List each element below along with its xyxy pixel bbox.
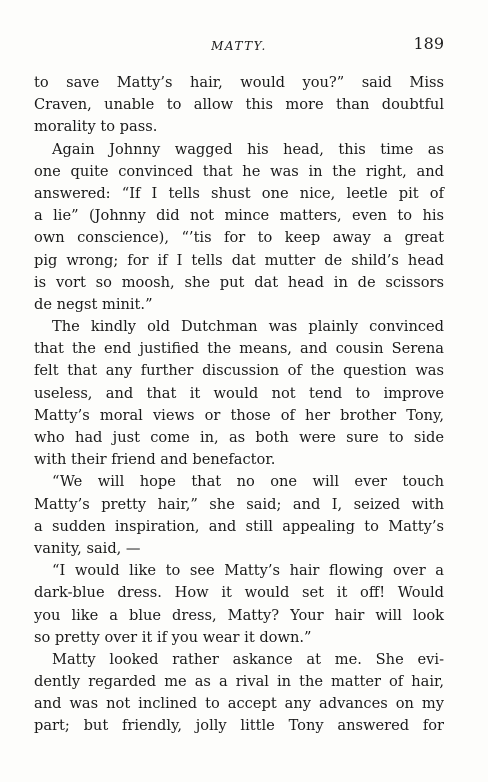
running-head xyxy=(34,34,444,56)
text-line: one quite convinced that he was in the right, and xyxy=(34,162,444,180)
text-line: “I would like to see Matty’s hair flowing over a xyxy=(52,562,444,580)
text-line: own conscience), “’tis for to keep away a great xyxy=(34,229,444,247)
text-line: de negst minit.” xyxy=(34,295,153,313)
text-line: Again Johnny wagged his head, this time as xyxy=(52,140,444,158)
text-line: Craven, unable to allow this more than doubtful xyxy=(34,96,444,114)
text-line: to save Matty’s hair, would you?” said Miss xyxy=(34,74,444,91)
text-line: Matty looked rather askance at me. She evi- xyxy=(52,650,444,668)
text-line: dark-blue dress. How it would set it off! Would xyxy=(34,584,444,602)
text-line: Matty’s moral views or those of her brother Tony, xyxy=(34,406,444,424)
text-line: and was not inclined to accept any advances on my xyxy=(34,695,444,713)
running-title: MATTY. xyxy=(211,39,267,53)
text-line: is vort so moosh, she put dat head in de scissors xyxy=(34,273,444,291)
text-line: vanity, said, — xyxy=(34,539,141,557)
text-line: a lie” (Johnny did not mince matters, even to his xyxy=(34,207,444,225)
text-line: useless, and that it would not tend to improve xyxy=(34,384,444,402)
text-line: felt that any further discussion of the question was xyxy=(34,362,444,380)
page-number: 189 xyxy=(413,34,444,53)
text-line: who had just come in, as both were sure to side xyxy=(34,429,444,446)
text-line: you like a blue dress, Matty? Your hair will look xyxy=(34,606,444,624)
text-line: with their friend and benefactor. xyxy=(34,451,276,469)
text-line: dently regarded me as a rival in the matter of hair, xyxy=(34,673,444,691)
body-text xyxy=(34,72,444,738)
text-line: The kindly old Dutchman was plainly convinced xyxy=(52,318,444,336)
text-line: a sudden inspiration, and still appealing to Matty’s xyxy=(34,517,444,535)
text-line: that the end justified the means, and cousin Serena xyxy=(34,340,444,358)
text-line: part; but friendly, jolly little Tony answered for xyxy=(34,717,444,735)
text-line: Matty’s pretty hair,” she said; and I, seized with xyxy=(34,495,444,513)
text-line: morality to pass. xyxy=(34,118,158,136)
text-line: “We will hope that no one will ever touch xyxy=(52,473,444,491)
text-line: so pretty over it if you wear it down.” xyxy=(34,628,312,646)
text-line: pig wrong; for if I tells dat mutter de shild’s head xyxy=(34,251,444,269)
text-line: answered: “If I tells shust one nice, leetle pit of xyxy=(34,184,444,202)
